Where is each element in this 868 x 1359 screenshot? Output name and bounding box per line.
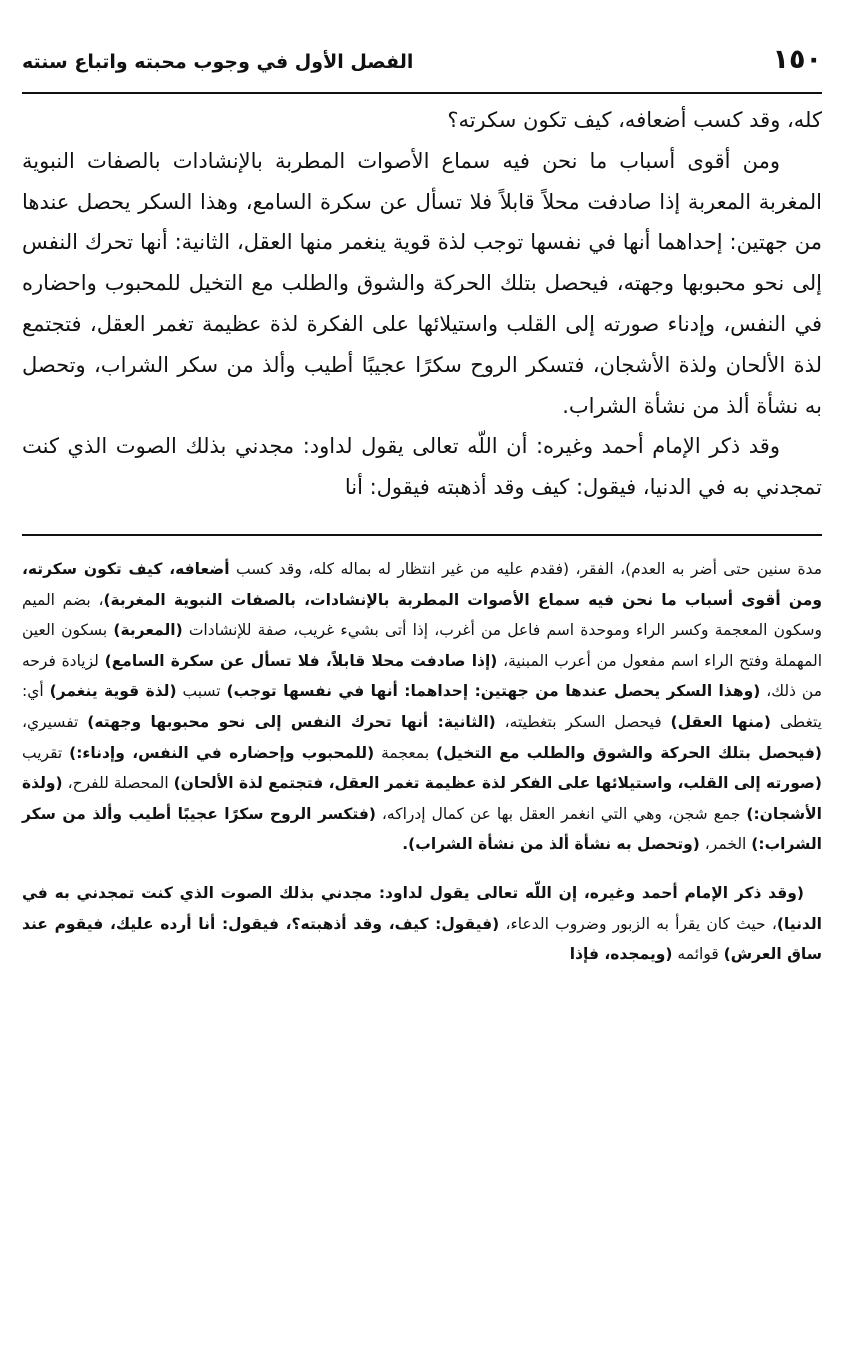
footnote-commentary-text: ، بضم الميم وسكون المعجمة وكسر الراء وموحدة اسم فاعل من أغرب، إذا أتى بشيء غريب، صفة للإنشادات xyxy=(22,590,823,640)
footnote-quoted-text: (فيحصل بتلك الحركة والشوق والطلب مع التخيل) xyxy=(436,743,822,762)
page-number: ١٥٠ xyxy=(772,44,822,75)
main-paragraph: وقد ذكر الإمام أحمد وغيره: أن اللّه تعالى يقول لداود: مجدني بذلك الصوت الذي كنت تمجدني به في الدنيا، فيقول: كيف وقد أذهبته فيقول: أنا xyxy=(22,434,822,500)
footnote-quoted-text: (وهذا السكر يحصل عندها من جهتين: إحداهما: أنها في نفسها توجب) xyxy=(226,682,761,701)
footnote-quoted-text: (وقد ذكر الإمام أحمد وغيره، إن اللّه تعالى يقول لداود: مجدني بذلك الصوت الذي كنت تمجدني به في الدنيا) xyxy=(22,883,822,933)
book-page xyxy=(22,44,822,970)
main-paragraph: ومن أقوى أسباب ما نحن فيه سماع الأصوات المطربة بالإنشادات بالصفات النبوية المغربة المعربة إذا صادفت محلاً قابلاً فلا تسأل عن سكرة السامع، وهذا السكر يحصل عندها من جهتين: إحداهما أنها في نفسها توجب لذة قوية ينغمر منها العقل، الثانية: أنها تحرك النفس إلى نحو محبوبها وجهته، فيحصل بتلك الحركة والشوق والطلب مع التخيل للمحبوب واحضاره في النفس، وإدناء صورته إلى القلب واستيلائها على الفكرة لذة عظيمة تغمر العقل، فتجتمع لذة الألحان ولذة الأشجان، فتسكر الروح سكرًا عجيبًا أطيب وألذ من سكر الشراب، وتحصل به نشأة ألذ من نشأة الشراب. xyxy=(22,148,822,418)
footnote-quoted-text: أضعافه، كيف تكون سكرته، ومن أقوى أسباب ما نحن فيه سماع الأصوات المطربة بالإنشادات، بالصفات النبوية المغربة) xyxy=(22,559,822,609)
footnote-quoted-text: (صورته إلى القلب، واستيلائها على الفكر لذة عظيمة تغمر العقل، فتجتمع لذة الألحان) xyxy=(173,774,822,793)
footnote-quoted-text: (الثانية: أنها تحرك النفس إلى نحو محبوبها وجهته) xyxy=(87,712,496,731)
footnote-quoted-text: (المعربة) xyxy=(113,621,183,640)
footnote-quoted-text: (منها العقل) xyxy=(670,712,771,731)
footnote-quoted-text: (ويمجده، فإذا xyxy=(569,945,673,964)
footnote-paragraph xyxy=(22,878,822,970)
footnote-commentary-text: تسبب xyxy=(176,682,227,701)
footnote-quoted-text: (وتحصل به نشأة ألذ من نشأة الشراب). xyxy=(402,835,700,854)
footnote-quoted-text: (للمحبوب وإحضاره في النفس، وإدناء:) xyxy=(69,743,375,762)
footnote-separator xyxy=(22,534,822,536)
footnote-commentary-text: مدة سنين حتى أضر به العدم)، الفقر، (فقدم عليه من غير انتظار له بماله كله، وقد كسب xyxy=(229,559,822,578)
footnote-commentary-text: المحصلة للفرح، xyxy=(62,774,174,793)
footnote-quoted-text: (لذة قوية ينغمر) xyxy=(49,682,177,701)
footnote-quoted-text: (إذا صادفت محلا قابلاً، فلا تسأل عن سكرة السامع) xyxy=(104,651,498,670)
footnote-quoted-text: (ولذة الأشجان:) xyxy=(22,774,822,823)
footnote-paragraph xyxy=(22,554,822,860)
footnote-commentary-text: بسكون العين المهملة وفتح الراء اسم مفعول من أعرب المبنية، xyxy=(22,621,823,670)
footnote-commentary-text: بمعجمة xyxy=(374,743,437,762)
footnote-commentary-text: ، حيث كان يقرأ به الزبور وضروب الدعاء، xyxy=(499,914,777,933)
footnote-commentary-text: جمع شجن، وهي التي انغمر العقل بها عن كمال إدراكه، xyxy=(375,804,747,823)
main-text xyxy=(22,100,822,508)
footnote-quoted-text: (فتكسر الروح سكرًا عجيبًا أطيب وألذ من سكر الشراب:) xyxy=(22,804,822,854)
footnotes xyxy=(22,554,822,970)
footnote-commentary-text: الخمر، xyxy=(699,835,752,854)
footnote-commentary-text: أي: يتغطى xyxy=(22,682,822,731)
footnote-commentary-text: تفسيري، xyxy=(22,712,88,731)
footnote-commentary-text: فيحصل السكر بتغطيته، xyxy=(495,712,671,731)
footnote-commentary-text: قوائمه xyxy=(672,945,724,964)
footnote-commentary-text: تقريب xyxy=(22,743,70,762)
page-header xyxy=(22,44,822,94)
footnote-quoted-text: (فيقول: كيف، وقد أذهبته؟، فيقول: أنا أرده عليك، فيقوم عند ساق العرش) xyxy=(22,914,822,964)
footnote-commentary-text: لزيادة فرحه من ذلك، xyxy=(22,651,822,701)
running-title: الفصل الأول في وجوب محبته واتباع سنته xyxy=(22,51,414,73)
main-paragraph: كله، وقد كسب أضعافه، كيف تكون سكرته؟ xyxy=(447,108,822,132)
